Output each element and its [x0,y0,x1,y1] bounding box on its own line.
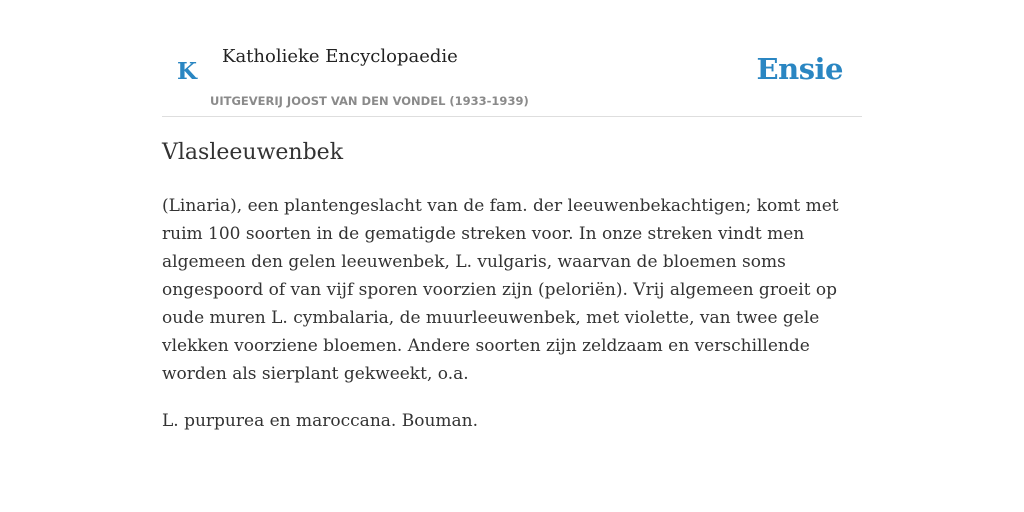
article-title: Vlasleeuwenbek [162,140,344,165]
publication-title[interactable]: Katholieke Encyclopaedie [222,46,458,67]
publication-logo[interactable]: K [177,58,197,85]
article-paragraph: L. purpurea en maroccana. Bouman. [162,411,478,431]
publisher-subtitle: UITGEVERIJ JOOST VAN DEN VONDEL (1933-1939) [210,94,529,108]
article-paragraph: (Linaria), een plantengeslacht van de fam. der leeuwenbekachtigen; komt met ruim 100 soorten in de gematigde streken voor. In onze streken vindt men algemeen den gelen leeuwenbek, L. vulgaris, waarvan de bloemen soms ongespoord of van vijf sporen voorzien zijn (peloriën). Vrij algemeen groeit op oude muren L. cymbalaria, de muurleeuwenbek, met violette, van twee gele vlekken voorziene bloemen. Andere soorten zijn zeldzaam en verschillende worden als sierplant gekweekt, o.a. [162,196,839,384]
ensie-brand-logo[interactable]: Ensie [756,52,843,86]
header [162,40,862,117]
article-body [162,192,852,454]
